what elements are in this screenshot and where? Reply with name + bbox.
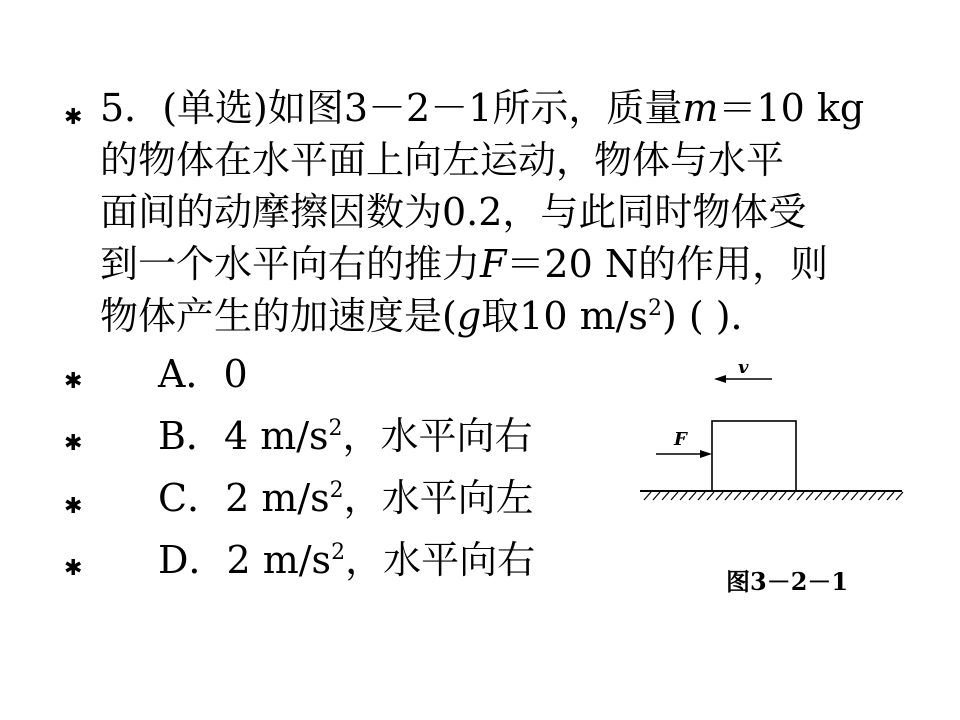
bullet-option-b: ✱ [64,431,83,456]
block-force-diagram [630,350,910,510]
question-number: 5． [100,86,163,130]
bullet-option-d: ✱ [64,556,83,581]
question-type: (单选) [162,86,268,130]
bullet-option-c: ✱ [64,494,83,519]
question-line-2: 的物体在水平面上向左运动，物体与水平 [100,138,785,182]
option-d: D．2 $m/s^2$，水平向右 [158,538,536,582]
force-arrowhead [700,450,712,458]
mass-symbol: m [682,86,719,130]
force-label: F [674,429,687,450]
velocity-arrowhead [714,375,726,383]
question-line-1: 5．(单选)如图3－2－1所示，质量m＝10 kg [100,86,865,130]
velocity-label: v [738,357,749,378]
option-b: B．4 $m/s^2$，水平向右 [158,414,533,458]
block [712,421,796,491]
question-line-5: 物体产生的加速度是(g取10 $m/s^2$) ( )． [100,294,769,338]
option-label: A． [158,352,224,396]
bullet-question: ✱ [64,105,83,130]
question-line-4: 到一个水平向右的推力F＝20 N的作用，则 [100,242,829,286]
question-line-3: 面间的动摩擦因数为0.2，与此同时物体受 [100,190,807,234]
option-label: D． [158,538,227,582]
bullet-option-a: ✱ [64,369,83,394]
option-a: A．0 [158,352,248,396]
figure-caption: 图3－2－1 [726,567,849,596]
gravity-symbol: g [456,294,482,338]
option-c: C．2 $m/s^2$，水平向左 [158,476,534,520]
option-label: C． [158,476,226,520]
option-label: B． [158,414,224,458]
ground-hatching [644,492,903,500]
force-symbol: F [480,242,507,286]
